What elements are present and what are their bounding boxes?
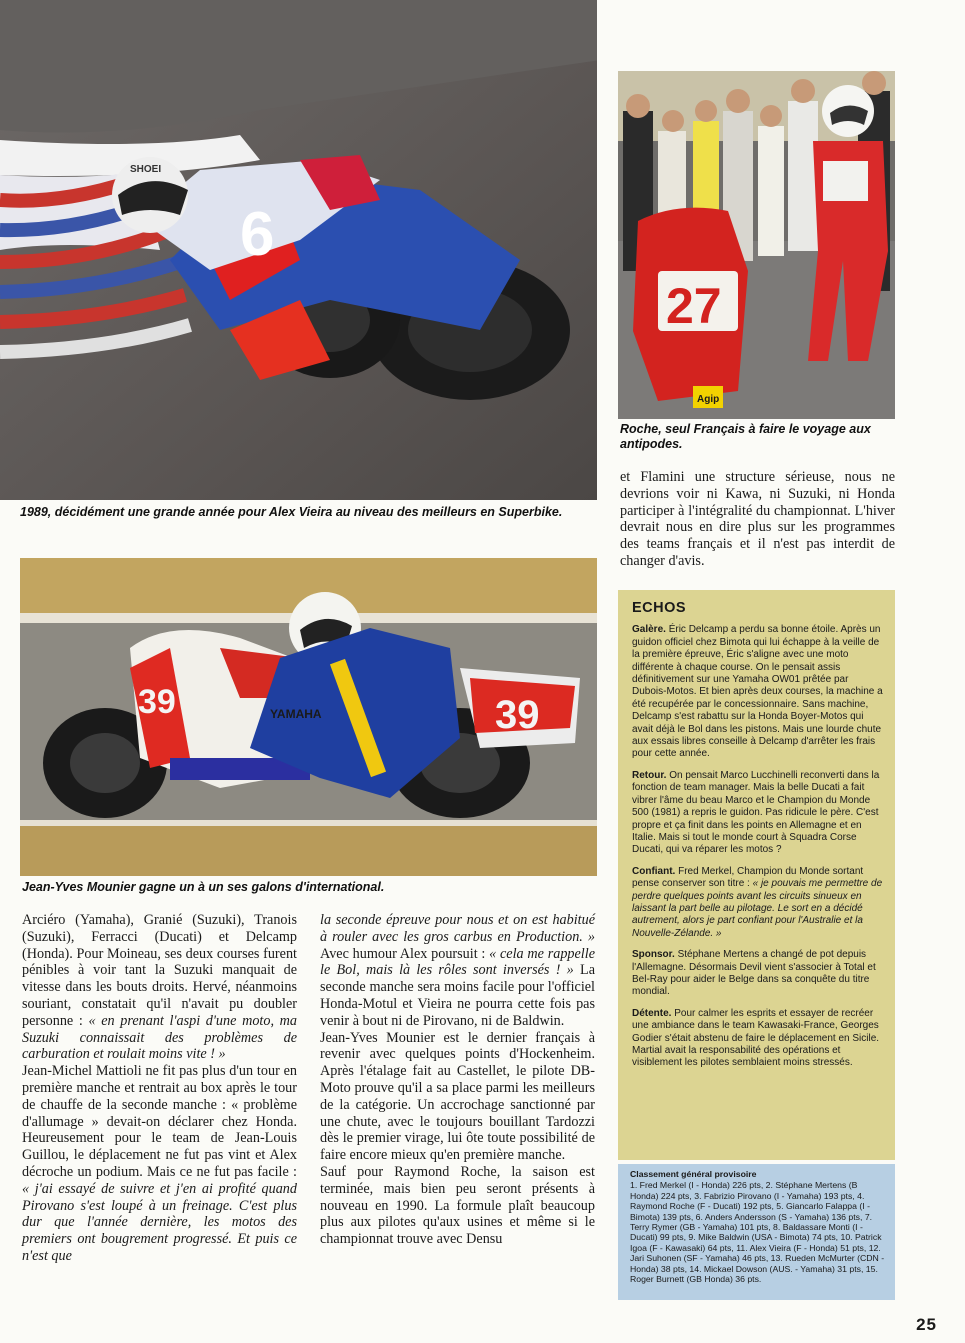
article-col-2 xyxy=(320,912,595,1248)
bike-number-6: 6 xyxy=(240,200,275,269)
echos-item-confiant: Confiant. Fred Merkel, Champion du Monde sortant pense conserver son titre : « je pouvais me permettre de perdre quelques points avant les circuits sinueux en laissant la part belle au pilotage. Le sort en a décidé autrement, alors je part confiant pour l'Australie et la Nouvelle-Zélande. » xyxy=(632,865,883,939)
caption-mounier: Jean-Yves Mounier gagne un à un ses galons d'international. xyxy=(22,880,385,894)
yamaha-logo: YAMAHA xyxy=(270,707,322,721)
article-col2-paragraph-2: Jean-Yves Mounier est le dernier français à revenir avec quelques points d'Hockenheim. Après l'étalage fait au Castellet, le pilote DB-Moto prouve qu'il a sa place parmi les meilleurs de la catégorie. Un accrochage sanctionné par une chute, avec le toujours bouillant Tardozzi dès le premier virage, lui ôte toute possibilité de faire encore mieux qu'en première manche. xyxy=(320,1029,595,1164)
article-col-right-top: et Flamini une structure sérieuse, nous ne devrions voir ni Kawa, ni Suzuki, ni Honda participer à l'intégralité du championnat. L'hiver devrait nous en dire plus sur les programmes des teams français et il n'est pas interdit de changer d'avis. xyxy=(620,469,895,569)
agip-logo: Agip xyxy=(697,394,720,405)
photo-roche-illustration xyxy=(618,71,895,419)
article-col2-paragraph-1: la seconde épreuve pour nous et on est habitué à rouler avec les gros carbus en Production. » Avec humour Alex poursuit : « cela me rappelle le Bol, mais là les rôles sont inversés ! » La seconde manche sera moins facile pour l'officiel Honda-Motul et Vieira ne pourra cette fois pas venir à bout ni de Pirovano, ni de Baldwin. xyxy=(320,912,596,1029)
article-col1-paragraph-2: Jean-Michel Mattioli ne fit pas plus d'un tour en première manche et rentrait au box après le tour de chauffe de la seconde manche : « problème d'allumage » devait-on déclarer chez Honda. Heureusement pour le team de Jean-Louis Guillou, le déplacement ne fut pas vint et Alex décroche un podium. Mais ce ne fut pas facile : « j'ai essayé de suivre et j'en ai profité quand Pirovano s'est loupé à un freinage. C'est plus dur que l'année dernière, les motos des premiers ont bougrement progressé. Et puis ce n'est que xyxy=(22,1063,297,1264)
photo-alex-vieira-honda xyxy=(0,0,597,500)
page-number: 25 xyxy=(916,1315,937,1334)
echos-box xyxy=(618,590,895,1160)
photo-raymond-roche xyxy=(618,71,895,419)
classement-title: Classement général provisoire xyxy=(630,1169,757,1179)
photo-mounier-illustration xyxy=(20,558,597,876)
bike-number-39-tail: 39 xyxy=(495,693,540,737)
article-col2-paragraph-3: Sauf pour Raymond Roche, la saison est terminée, mais bien peu seront présents à nouveau en 1990. La formule plaît beaucoup plus aux pilotes qu'aux usines et même si le championnat trouve avec Densu xyxy=(320,1163,595,1248)
bike-number-27: 27 xyxy=(666,278,722,334)
article-col1-paragraph-1: Arciéro (Yamaha), Granié (Suzuki), Tranois (Suzuki), Ferracci (Ducati) et Delcamp (Honda). Pour Moineau, ses deux courses furent pénibles à voir tant la Suzuki manquait de vitesse dans les bouts droits. Hervé, néanmoins souriant, constatait qu'il n'avait pu doubler personne : « en prenant l'aspi d'une moto, ma Suzuki connaissait des problèmes de carburation et roulait moins vite ! » xyxy=(22,912,297,1063)
classement-box xyxy=(618,1164,895,1300)
caption-roche: Roche, seul Français à faire le voyage aux antipodes. xyxy=(620,422,871,451)
echos-title: ECHOS xyxy=(632,600,687,616)
caption-alex-vieira: 1989, décidément une grande année pour Alex Vieira au niveau des meilleurs en Superbike. xyxy=(20,505,563,519)
echos-item-retour: Retour. On pensait Marco Lucchinelli reconverti dans la fonction de team manager. Mais la belle Ducati a fait vibrer l'âme du beau Marco et le Champion du Monde 500 (1981) a repris le guidon. Pas ridicule le père. C'est propre et ça finit dans les points en Allemagne et en Italie. Mais si tout le monde court à Squadra Corse Ducati, qui va réparer les motos ? xyxy=(632,769,880,856)
article-col-1 xyxy=(22,912,297,1265)
helmet-brand: SHOEI xyxy=(130,164,162,175)
photo-alex-vieira-illustration xyxy=(0,0,597,500)
echos-item-detente: Détente. Pour calmer les esprits et essayer de recréer une ambiance dans le team Kawasaki-France, Georges Godier s'était abstenu de faire le déplacement en Sicile. Martial avait la responsabilité des opérations et visiblement les pilotes semblaient moins stressés. xyxy=(632,1007,880,1069)
echos-item-galere: Galère. Éric Delcamp a perdu sa bonne étoile. Après un guidon officiel chez Bimota qui lui échappe à la veille de la première épreuve, Éric s'aligne avec une moto différente à chaque course. On le pensait assis définitivement sur une Yamaha OW01 prêtée par Dubois-Motos. Et bien après deux courses, la machine a été recupérée par le concessionnaire. Sans machine, Delcamp s'est rabattu sur la Honda Boyer-Motos qui avait déjà le Bol dans les pistons. Mais une lourde chute aux essais libres conseille à Delcamp d'arrêter les frais pour cette année. xyxy=(632,624,883,760)
echos-item-sponsor: Sponsor. Stéphane Mertens a changé de pot depuis l'Allemagne. Désormais Devil vient s'associer à Total et Bel-Ray pour aider le Belge dans sa conquête du titre mondial. xyxy=(632,949,876,998)
photo-mounier-yamaha xyxy=(20,558,597,876)
bike-number-39-front: 39 xyxy=(138,683,176,721)
classement-text: 1. Fred Merkel (I - Honda) 226 pts, 2. Stéphane Mertens (B Honda) 224 pts, 3. Fabrizio Pirovano (I - Yamaha) 193 pts, 4. Raymond Roche (F - Ducati) 192 pts, 5. Giancarlo Falappa (I - Bimota) 139 pts, 6. Anders Andersson (S - Yamaha) 136 pts, 7. Terry Rymer (GB - Yamaha) 101 pts, 8. Baldassare Monti (I - Ducati) 99 pts, 9. Mike Baldwin (USA - Bimota) 74 pts, 10. Patrick Igoa (F - Kawasaki) 64 pts, 11. Alex Vieira (F - Honda) 51 pts, 12. Jari Suhonen (SF - Yamaha) 46 pts, 13. Rueden McMurter (CDN - Honda) 38 pts, 14. Mickael Dowson (AUS. - Yamaha) 31 pts, 15. Roger Burnett (GB Honda) 36 pts. xyxy=(630,1180,885,1285)
